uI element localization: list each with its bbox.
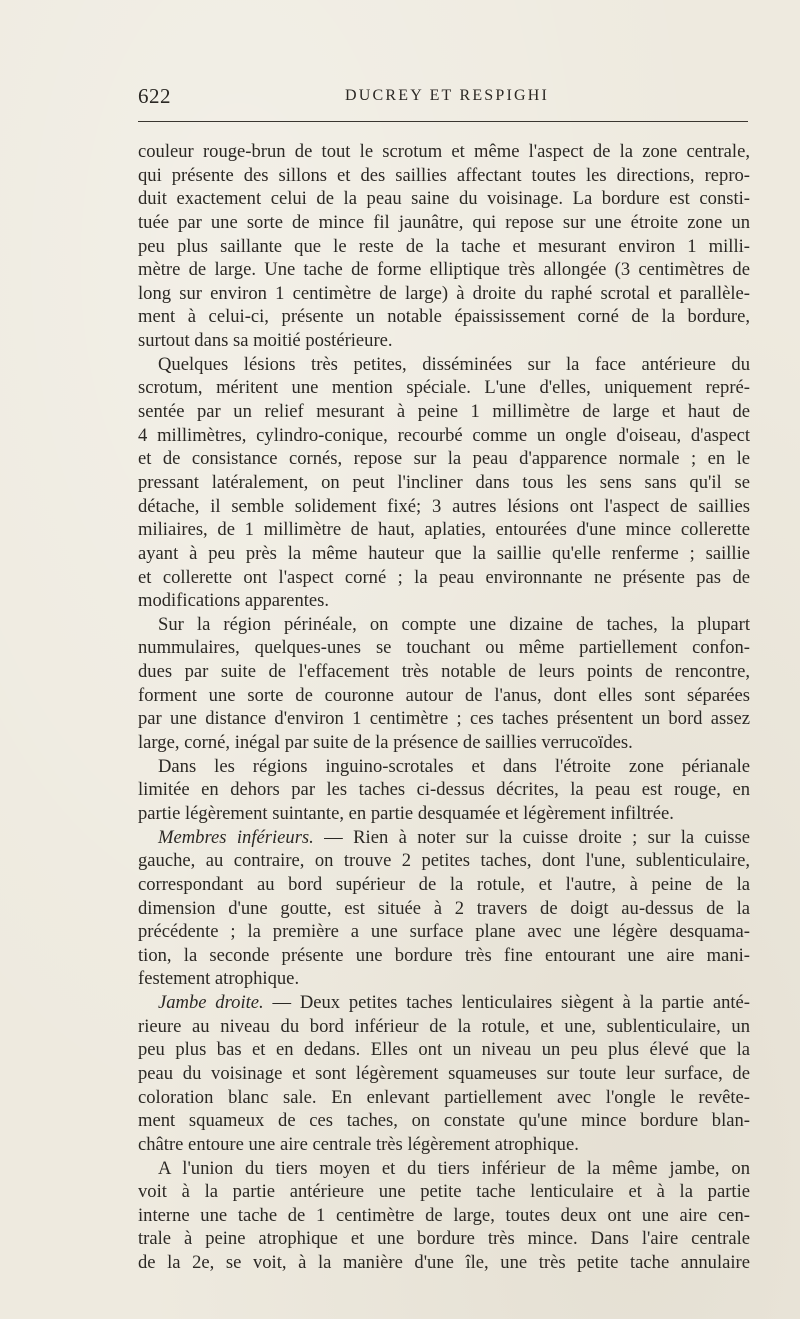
- line-text: tuée par une sorte de mince fil jaunâtre, qui repose sur une étroite zone un: [138, 211, 750, 233]
- line-text: couleur rouge-brun de tout le scrotum et même l'aspect de la zone centrale,: [138, 141, 750, 162]
- text-line: [138, 495, 750, 519]
- page-number: 622: [138, 84, 171, 108]
- line-text: Dans les régions inguino-scrotales et dans l'étroite zone périanale: [158, 755, 750, 777]
- text-line: [138, 636, 750, 660]
- text-line: [138, 471, 750, 495]
- line-text: modifications apparentes.: [138, 590, 330, 612]
- text-line: [138, 778, 750, 802]
- page-header: [138, 84, 750, 110]
- text-line: [138, 518, 750, 542]
- line-text: gauche, au contraire, on trouve 2 petites taches, dont l'une, sublenticulaire,: [138, 850, 750, 872]
- line-text: tion, la seconde présente une bordure très fine entourant une aire mani-: [138, 944, 750, 966]
- line-text: châtre entoure une aire centrale très légèrement atrophique.: [138, 1133, 579, 1155]
- italic-heading: Membres inférieurs.: [158, 826, 314, 848]
- line-text: forment une sorte de couronne autour de l'anus, dont elles sont séparées: [138, 684, 750, 706]
- line-text: dues par suite de l'effacement très notable de leurs points de rencontre,: [138, 661, 750, 683]
- line-text: long sur environ 1 centimètre de large) à droite du raphé scrotal et parallèle-: [138, 282, 750, 304]
- line-text: ayant à peu près la même hauteur que la saillie qu'elle renferme ; saillie: [138, 542, 750, 564]
- text-line: [138, 1062, 750, 1086]
- line-text: coloration blanc sale. En enlevant partiellement avec l'ongle le revête-: [138, 1086, 750, 1108]
- header-rule: [138, 121, 748, 122]
- text-line: [138, 731, 750, 755]
- text-line: [138, 424, 750, 448]
- italic-heading: Jambe droite.: [158, 992, 264, 1014]
- text-line: [138, 187, 750, 211]
- text-line: [138, 1251, 750, 1275]
- line-text: et de consistance cornés, repose sur la peau d'apparence normale ; en le: [138, 448, 750, 470]
- running-title: DUCREY ET RESPIGHI: [345, 87, 550, 104]
- line-text: peau du voisinage et sont légèrement squameuses sur toute leur surface, de: [138, 1062, 750, 1084]
- line-text: limitée en dehors par les taches ci-dessus décrites, la peau est rouge, en: [138, 779, 750, 801]
- text-line: [138, 566, 750, 590]
- text-line: [138, 660, 750, 684]
- line-text: trale à peine atrophique et une bordure très mince. Dans l'aire centrale: [138, 1228, 750, 1250]
- text-line: [138, 1109, 750, 1133]
- text-line: [138, 897, 750, 921]
- text-line: [138, 920, 750, 944]
- text-line: [138, 282, 750, 306]
- text-line: [138, 684, 750, 708]
- text-line: [138, 826, 750, 850]
- text-line: [138, 1133, 750, 1157]
- line-text: — Rien à noter sur la cuisse droite ; sur la cuisse: [313, 826, 750, 848]
- line-text: festement atrophique.: [138, 968, 300, 990]
- text-line: [138, 1204, 750, 1228]
- line-text: Sur la région périnéale, on compte une dizaine de taches, la plupart: [158, 613, 750, 635]
- text-line: [138, 873, 750, 897]
- text-line: [138, 353, 750, 377]
- line-text: nummulaires, quelques-unes se touchant ou même partiellement confon-: [138, 637, 750, 659]
- text-line: [138, 849, 750, 873]
- text-line: [138, 305, 750, 329]
- text-line: [138, 140, 750, 164]
- line-text: pressant latéralement, on peut l'incliner dans tous les sens sans qu'il se: [138, 471, 750, 493]
- text-line: [138, 1157, 750, 1181]
- line-text: partie légèrement suintante, en partie desquamée et légèrement infiltrée.: [138, 802, 674, 824]
- line-text: miliaires, de 1 millimètre de haut, aplaties, entourées d'une mince collerette: [138, 519, 750, 541]
- line-text: et collerette ont l'aspect corné ; la peau environnante ne présente pas de: [138, 566, 750, 588]
- line-text: précédente ; la première a une surface plane avec une légère desquama-: [138, 921, 750, 943]
- text-line: [138, 211, 750, 235]
- text-line: [138, 991, 750, 1015]
- line-text: interne une tache de 1 centimètre de large, toutes deux ont une aire cen-: [138, 1204, 750, 1226]
- text-line: [138, 967, 750, 991]
- line-text: correspondant au bord supérieur de la rotule, et l'autre, à peine de la: [138, 873, 750, 895]
- line-text: sentée par un relief mesurant à peine 1 millimètre de large et haut de: [138, 401, 750, 423]
- line-text: large, corné, inégal par suite de la présence de saillies verrucoïdes.: [138, 732, 633, 754]
- text-line: [138, 944, 750, 968]
- line-text: ment à celui-ci, présente un notable épaississement corné de la bordure,: [138, 306, 750, 328]
- text-line: [138, 164, 750, 188]
- line-text: duit exactement celui de la peau saine du voisinage. La bordure est consti-: [138, 188, 750, 210]
- text-line: [138, 755, 750, 779]
- text-line: [138, 1227, 750, 1251]
- line-text: Quelques lésions très petites, disséminées sur la face antérieure du: [158, 353, 750, 375]
- text-line: [138, 376, 750, 400]
- line-text: 4 millimètres, cylindro-conique, recourbé comme un ongle d'oiseau, d'aspect: [138, 424, 750, 446]
- text-line: [138, 542, 750, 566]
- line-text: scrotum, méritent une mention spéciale. L'une d'elles, uniquement repré-: [138, 377, 750, 399]
- line-text: voit à la partie antérieure une petite tache lenticulaire et à la partie: [138, 1181, 750, 1203]
- text-line: [138, 589, 750, 613]
- line-text: ment squameux de ces taches, on constate qu'une mince bordure blan-: [138, 1110, 750, 1132]
- text-line: [138, 1086, 750, 1110]
- line-text: qui présente des sillons et des saillies affectant toutes les directions, repro-: [138, 164, 750, 186]
- text-line: [138, 447, 750, 471]
- text-line: [138, 707, 750, 731]
- line-text: dimension d'une goutte, est située à 2 travers de doigt au-dessus de la: [138, 897, 750, 919]
- text-line: [138, 613, 750, 637]
- text-line: [138, 235, 750, 259]
- line-text: par une distance d'environ 1 centimètre ; ces taches présentent un bord assez: [138, 708, 750, 730]
- text-line: [138, 400, 750, 424]
- line-text: rieure au niveau du bord inférieur de la rotule, et une, sublenticulaire, un: [138, 1015, 750, 1037]
- line-text: A l'union du tiers moyen et du tiers inférieur de la même jambe, on: [158, 1157, 750, 1179]
- text-line: [138, 329, 750, 353]
- text-line: [138, 258, 750, 282]
- text-line: [138, 1015, 750, 1039]
- line-text: de la 2e, se voit, à la manière d'une île, une très petite tache annulaire: [138, 1252, 750, 1274]
- line-text: peu plus saillante que le reste de la tache et mesurant environ 1 milli-: [138, 235, 750, 257]
- line-text: peu plus bas et en dedans. Elles ont un niveau un peu plus élevé que la: [138, 1039, 750, 1061]
- text-line: [138, 1180, 750, 1204]
- body-text: [138, 140, 750, 1275]
- line-text: mètre de large. Une tache de forme elliptique très allongée (3 centimètres de: [138, 259, 750, 281]
- line-text: détache, il semble solidement fixé; 3 autres lésions ont l'aspect de saillies: [138, 495, 750, 517]
- text-line: [138, 802, 750, 826]
- line-text: — Deux petites taches lenticulaires siègent à la partie anté-: [263, 992, 750, 1014]
- line-text: surtout dans sa moitié postérieure.: [138, 330, 393, 352]
- text-line: [138, 1038, 750, 1062]
